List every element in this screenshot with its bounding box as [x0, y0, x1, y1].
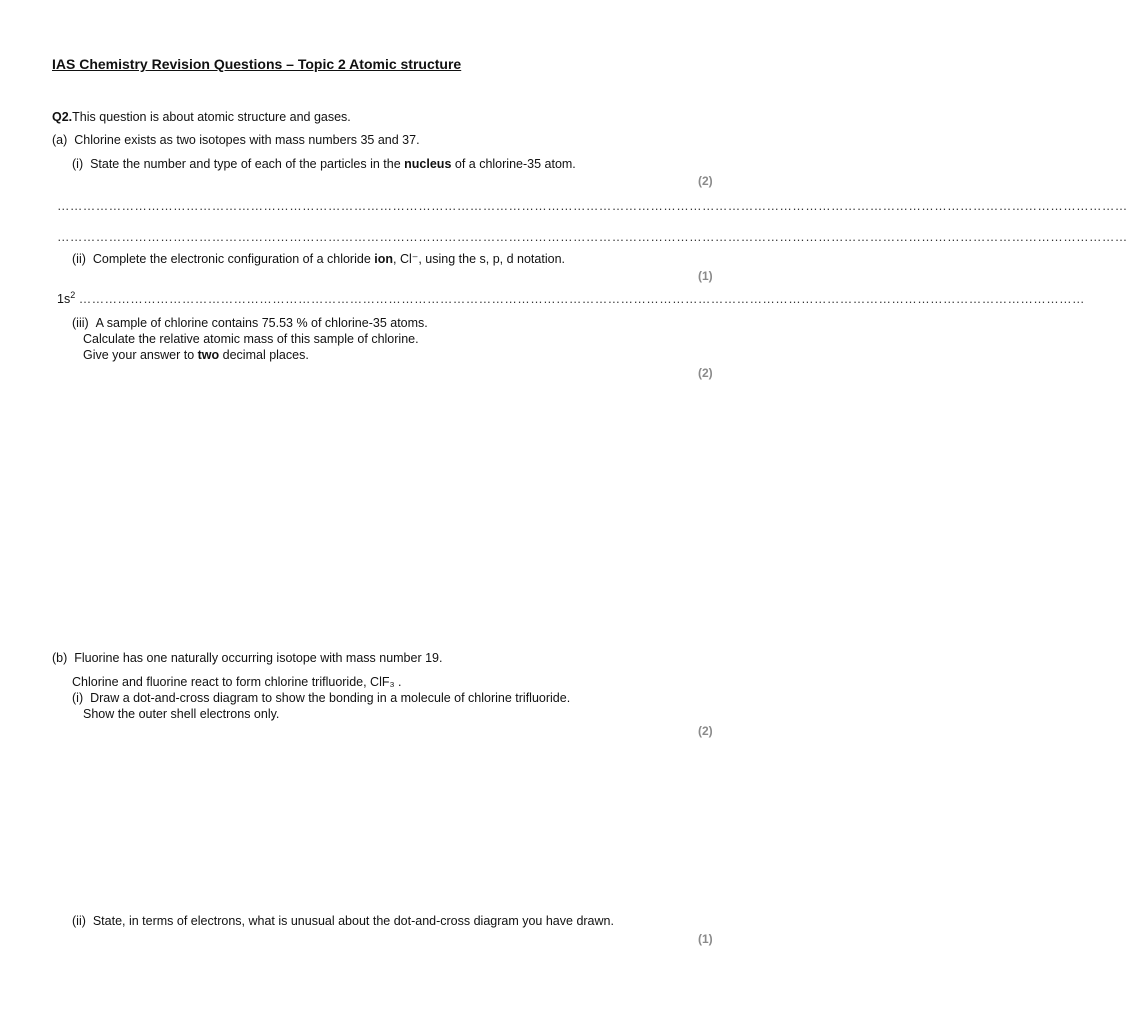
- part-b-i-text: Draw a dot-and-cross diagram to show the bonding in a molecule of chlorine trifluoride.: [90, 691, 571, 705]
- part-a-iii-line1: [72, 315, 428, 331]
- part-a-iii-line3-end: decimal places.: [219, 348, 309, 362]
- config-superscript: 2: [70, 290, 76, 300]
- part-b-i-line2: Show the outer shell electrons only.: [83, 707, 280, 721]
- part-a-iii-marks: (2): [698, 366, 713, 380]
- question-intro-text: This question is about atomic structure and gases.: [72, 110, 351, 124]
- part-a-i-question: [72, 156, 576, 172]
- answer-line[interactable]: ……………………………………………………………………………………………………………………………………………………………………………………………………………………………: [57, 199, 1128, 213]
- part-a-ii-question: [72, 251, 565, 267]
- part-b-i-marks: (2): [698, 724, 713, 738]
- part-a-text: Chlorine exists as two isotopes with mass numbers 35 and 37.: [74, 133, 420, 147]
- question-number: Q2.: [52, 110, 73, 124]
- part-a-ii-text-end: , Cl⁻, using the s, p, d notation.: [393, 252, 565, 266]
- part-b-label: (b): [52, 651, 68, 665]
- page-title: IAS Chemistry Revision Questions – Topic 2 Atomic structure: [52, 56, 462, 72]
- part-a-i-bold: nucleus: [404, 157, 452, 171]
- part-a-i-text-end: of a chlorine-35 atom.: [451, 157, 576, 171]
- part-a-ii-marks: (1): [698, 269, 713, 283]
- config-prefix: 1s: [57, 292, 71, 306]
- part-a: [52, 132, 420, 148]
- part-b-ii-marks: (1): [698, 932, 713, 946]
- part-b-reaction: Chlorine and fluorine react to form chlorine trifluoride, ClF₃ .: [72, 675, 402, 689]
- part-a-ii-label: (ii): [72, 252, 86, 266]
- part-a-iii-line2: Calculate the relative atomic mass of this sample of chlorine.: [83, 332, 419, 346]
- answer-line[interactable]: ………………………………………………………………………………………………………………………………………………………………………………………………………………: [78, 292, 1085, 306]
- part-a-label: (a): [52, 133, 68, 147]
- part-b-text: Fluorine has one naturally occurring isotope with mass number 19.: [74, 651, 443, 665]
- part-a-i-label: (i): [72, 157, 84, 171]
- part-a-iii-text: A sample of chlorine contains 75.53 % of chlorine-35 atoms.: [95, 316, 428, 330]
- part-a-iii-bold: two: [197, 348, 220, 362]
- part-a-ii-bold: ion: [374, 252, 394, 266]
- part-b-ii-label: (ii): [72, 914, 86, 928]
- part-a-iii-line3-text: Give your answer to: [83, 348, 198, 362]
- part-b-i-label: (i): [72, 691, 84, 705]
- electron-config-answer[interactable]: [57, 291, 1085, 307]
- part-a-iii-label: (iii): [72, 316, 89, 330]
- part-a-i-text: State the number and type of each of the particles in the: [90, 157, 405, 171]
- part-a-ii-text: Complete the electronic configuration of a chloride: [92, 252, 375, 266]
- part-a-iii-line3: [83, 347, 309, 363]
- part-a-i-marks: (2): [698, 174, 713, 188]
- part-b-ii-question: [72, 913, 614, 929]
- part-b-ii-text: State, in terms of electrons, what is unusual about the dot-and-cross diagram you have drawn.: [92, 914, 614, 928]
- answer-line[interactable]: ……………………………………………………………………………………………………………………………………………………………………………………………………………………………: [57, 230, 1128, 244]
- question-intro: [52, 109, 351, 125]
- part-b-i-line1: [72, 690, 570, 706]
- part-b: [52, 650, 442, 666]
